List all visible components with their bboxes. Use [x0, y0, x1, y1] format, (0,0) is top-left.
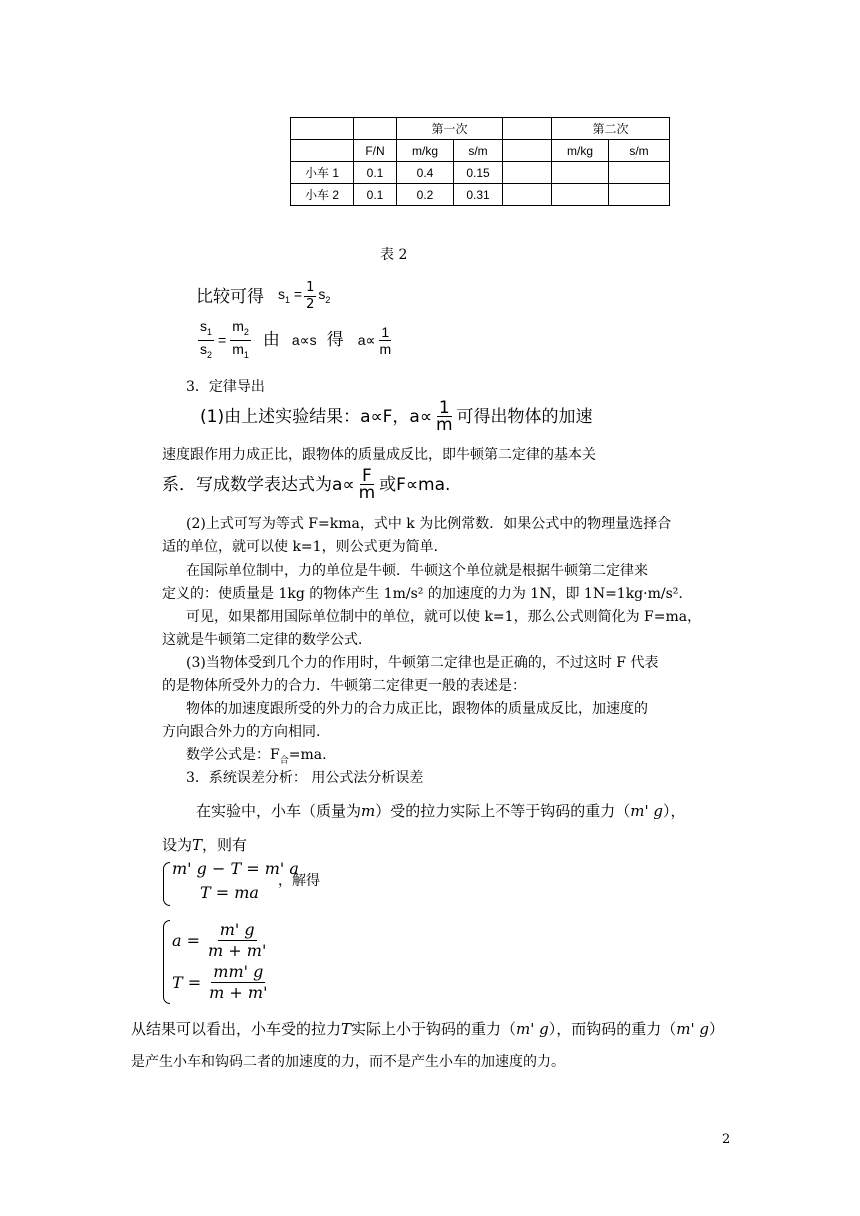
- table-row: [291, 162, 670, 184]
- paragraph-2-line-2: 适的单位，就可以使 k=1，则公式更为简单．: [162, 539, 448, 555]
- paragraph-3-line-1: 在国际单位制中，力的单位是牛顿．牛顿这个单位就是根据牛顿第二定律来: [186, 563, 648, 579]
- fraction: $\frac{s_1}{s_2}$: [200, 318, 213, 360]
- col-header: m/kg: [552, 140, 609, 162]
- paragraph-6-line-2: 方向跟合外力的方向相同.: [162, 724, 321, 740]
- equation: T = $\frac{mm' g}{m + m'}$: [172, 962, 268, 1002]
- fraction: $\frac{1}{2}$: [306, 280, 315, 312]
- fraction: $\frac{m' g}{m + m'}$: [208, 920, 267, 960]
- paragraph-11: 是产生小车和钩码二者的加速度的力，而不是产生小车的加速度的力。: [131, 1054, 565, 1070]
- section-title: 3．定律导出: [186, 379, 265, 395]
- row-label: 小车 2: [291, 184, 354, 206]
- table-row: [291, 184, 670, 206]
- group-header: 第二次: [552, 118, 670, 140]
- paragraph-4-line-2: 这就是牛顿第二定律的数学公式．: [162, 632, 372, 648]
- paragraph-6-line-1: 物体的加速度跟所受的外力的合力成正比，跟物体的质量成反比，加速度的: [186, 701, 648, 717]
- compare-line-1: 比较可得 $s_1$ = $\frac{1}{2}$ $s_2$: [196, 280, 331, 312]
- paragraph-9: 设为T，则有: [162, 836, 248, 854]
- fraction: $\frac{m_2}{m_1}$: [232, 318, 249, 360]
- section-title: 3．系统误差分析： 用公式法分析误差: [186, 770, 424, 786]
- paragraph-1-line-2: 速度跟作用力成正比，跟物体的质量成反比，即牛顿第二定律的基本关: [162, 447, 596, 463]
- fraction: $\frac{F}{m}$: [358, 466, 376, 503]
- paragraph-5-line-2: 的是物体所受外力的合力．牛顿第二定律更一般的表述是：: [162, 678, 526, 694]
- col-header: F/N: [354, 140, 397, 162]
- col-header: m/kg: [397, 140, 454, 162]
- row-label: 小车 1: [291, 162, 354, 184]
- table-cell: 0.2: [397, 184, 454, 206]
- paragraph-2-line-1: (2)上式可写为等式 F=kma，式中 k 为比例常数．如果公式中的物理量选择合: [186, 516, 672, 532]
- table-cell: [552, 162, 609, 184]
- table-cell: [503, 162, 552, 184]
- table-cell: [503, 184, 552, 206]
- table-cell: 0.15: [454, 162, 503, 184]
- compare-line-2: $\frac{s_1}{s_2}$ = $\frac{m_2}{m_1}$ 由 a∝s 得 a∝ $\frac{1}{m}$: [196, 318, 395, 363]
- page-number: 2: [722, 1132, 731, 1147]
- paragraph-3-line-2: 定义的：使质量是 1kg 的物体产生 1m/s² 的加速度的力为 1N，即 1N=1kg·m/s².: [162, 586, 683, 602]
- paragraph-1-line-1: (1)由上述实验结果：a∝F，a∝ $\frac{1}{m}$ 可得出物体的加速: [200, 398, 593, 435]
- table-row: [291, 140, 670, 162]
- brace: [163, 862, 170, 906]
- table-cell: 0.1: [354, 162, 397, 184]
- solve-label: ，解得: [278, 873, 320, 889]
- brace: [163, 920, 170, 1004]
- data-table: [290, 117, 670, 206]
- equation: a = $\frac{m' g}{m + m'}$: [172, 920, 267, 960]
- paragraph-5-line-1: (3)当物体受到几个力的作用时，牛顿第二定律也是正确的，不过这时 F 代表: [186, 655, 659, 671]
- table-cell: 0.4: [397, 162, 454, 184]
- fraction: $\frac{1}{m}$: [435, 398, 453, 435]
- compare-label: 比较可得: [196, 286, 264, 307]
- table-caption: 表 2: [380, 247, 408, 263]
- paragraph-10: 从结果可以看出，小车受的拉力T实际上小于钩码的重力（m' g），而钩码的重力（m' g）: [131, 1020, 725, 1038]
- table-cell: [552, 184, 609, 206]
- col-header: s/m: [609, 140, 670, 162]
- formula-line: 数学公式是：$F_合=ma$.: [186, 747, 327, 766]
- paragraph-4-line-1: 可见，如果都用国际单位制中的单位，就可以使 k=1，那么公式则简化为 F=ma，: [186, 609, 702, 625]
- table-cell: 0.31: [454, 184, 503, 206]
- equation: T = ma: [200, 883, 259, 902]
- paragraph-8: 在实验中，小车（质量为m）受的拉力实际上不等于钩码的重力（m' g），: [196, 802, 686, 820]
- col-header: s/m: [454, 140, 503, 162]
- fraction: $\frac{1}{m}$: [379, 323, 392, 357]
- table-cell: 0.1: [354, 184, 397, 206]
- group-header: 第一次: [397, 118, 503, 140]
- table-row: [291, 118, 670, 140]
- equation: m' g − T = m' a: [172, 859, 299, 878]
- paragraph-1-line-3: 系．写成数学表达式为a∝ $\frac{F}{m}$ 或F∝ma.: [162, 466, 451, 503]
- fraction: $\frac{mm' g}{m + m'}$: [209, 962, 268, 1002]
